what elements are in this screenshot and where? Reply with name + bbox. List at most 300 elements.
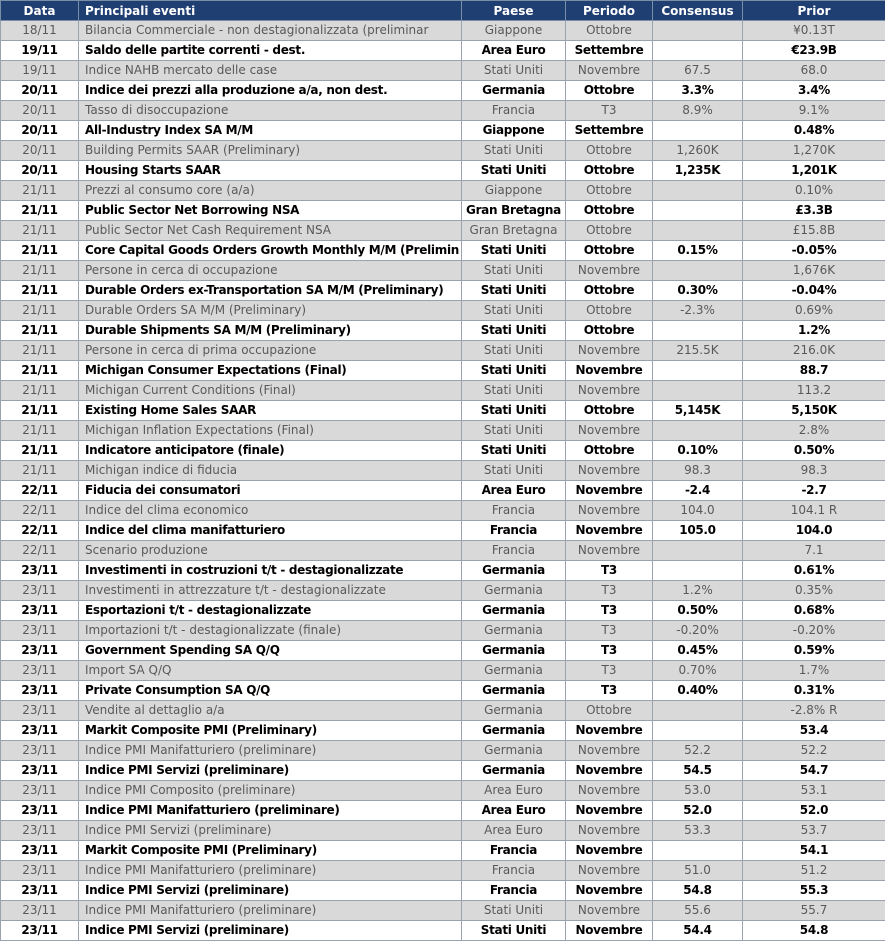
cell-event: Durable Orders SA M/M (Preliminary) bbox=[79, 301, 462, 321]
cell-consensus: -2.3% bbox=[653, 301, 743, 321]
cell-country: Stati Uniti bbox=[462, 421, 566, 441]
cell-period: Ottobre bbox=[566, 81, 653, 101]
table-row bbox=[1, 401, 885, 421]
table-row bbox=[1, 301, 885, 321]
cell-prior: 1,201K bbox=[743, 161, 885, 181]
cell-prior: 7.1 bbox=[743, 541, 885, 561]
cell-date: 21/11 bbox=[1, 261, 79, 281]
cell-prior: 52.0 bbox=[743, 801, 885, 821]
table-row bbox=[1, 641, 885, 661]
table-row bbox=[1, 241, 885, 261]
cell-event: Indice PMI Composito (preliminare) bbox=[79, 781, 462, 801]
cell-prior: 51.2 bbox=[743, 861, 885, 881]
cell-prior: 53.1 bbox=[743, 781, 885, 801]
cell-consensus bbox=[653, 41, 743, 61]
cell-date: 21/11 bbox=[1, 361, 79, 381]
cell-country: Stati Uniti bbox=[462, 321, 566, 341]
cell-event: Indice del clima manifatturiero bbox=[79, 521, 462, 541]
cell-prior: 2.8% bbox=[743, 421, 885, 441]
cell-period: T3 bbox=[566, 581, 653, 601]
cell-country: Stati Uniti bbox=[462, 161, 566, 181]
cell-date: 21/11 bbox=[1, 461, 79, 481]
cell-prior: -0.04% bbox=[743, 281, 885, 301]
cell-consensus bbox=[653, 261, 743, 281]
cell-event: Persone in cerca di prima occupazione bbox=[79, 341, 462, 361]
cell-country: Stati Uniti bbox=[462, 261, 566, 281]
cell-country: Germania bbox=[462, 661, 566, 681]
cell-date: 18/11 bbox=[1, 21, 79, 41]
cell-country: Francia bbox=[462, 101, 566, 121]
cell-event: Michigan indice di fiducia bbox=[79, 461, 462, 481]
cell-event: Durable Shipments SA M/M (Preliminary) bbox=[79, 321, 462, 341]
cell-period: Novembre bbox=[566, 521, 653, 541]
cell-prior: 54.8 bbox=[743, 921, 885, 941]
cell-period: Novembre bbox=[566, 741, 653, 761]
cell-period: Novembre bbox=[566, 421, 653, 441]
cell-consensus: 0.50% bbox=[653, 601, 743, 621]
cell-consensus: 53.0 bbox=[653, 781, 743, 801]
cell-event: Government Spending SA Q/Q bbox=[79, 641, 462, 661]
table-row bbox=[1, 581, 885, 601]
header-prior[interactable]: Prior bbox=[743, 1, 885, 21]
cell-country: Stati Uniti bbox=[462, 441, 566, 461]
cell-period: Novembre bbox=[566, 821, 653, 841]
cell-event: Michigan Inflation Expectations (Final) bbox=[79, 421, 462, 441]
cell-country: Stati Uniti bbox=[462, 381, 566, 401]
cell-country: Germania bbox=[462, 81, 566, 101]
cell-period: T3 bbox=[566, 641, 653, 661]
cell-prior: 0.69% bbox=[743, 301, 885, 321]
table-row bbox=[1, 381, 885, 401]
cell-date: 21/11 bbox=[1, 301, 79, 321]
cell-event: Indice PMI Manifatturiero (preliminare) bbox=[79, 861, 462, 881]
cell-period: Novembre bbox=[566, 541, 653, 561]
cell-country: Germania bbox=[462, 681, 566, 701]
cell-consensus bbox=[653, 121, 743, 141]
header-country[interactable]: Paese bbox=[462, 1, 566, 21]
cell-period: Ottobre bbox=[566, 241, 653, 261]
cell-period: Ottobre bbox=[566, 701, 653, 721]
cell-event: Scenario produzione bbox=[79, 541, 462, 561]
cell-period: Settembre bbox=[566, 41, 653, 61]
cell-period: Ottobre bbox=[566, 221, 653, 241]
cell-event: Markit Composite PMI (Preliminary) bbox=[79, 721, 462, 741]
header-row bbox=[1, 1, 885, 21]
cell-date: 21/11 bbox=[1, 181, 79, 201]
cell-prior: 216.0K bbox=[743, 341, 885, 361]
cell-period: Settembre bbox=[566, 121, 653, 141]
cell-event: Esportazioni t/t - destagionalizzate bbox=[79, 601, 462, 621]
cell-event: Indice del clima economico bbox=[79, 501, 462, 521]
cell-date: 23/11 bbox=[1, 901, 79, 921]
cell-country: Stati Uniti bbox=[462, 901, 566, 921]
cell-event: Vendite al dettaglio a/a bbox=[79, 701, 462, 721]
cell-event: Existing Home Sales SAAR bbox=[79, 401, 462, 421]
cell-event: Indice dei prezzi alla produzione a/a, non dest. bbox=[79, 81, 462, 101]
cell-country: Germania bbox=[462, 701, 566, 721]
cell-event: Tasso di disoccupazione bbox=[79, 101, 462, 121]
cell-date: 23/11 bbox=[1, 581, 79, 601]
cell-date: 21/11 bbox=[1, 341, 79, 361]
cell-consensus: 215.5K bbox=[653, 341, 743, 361]
cell-consensus bbox=[653, 841, 743, 861]
cell-consensus: 0.15% bbox=[653, 241, 743, 261]
cell-prior: 0.48% bbox=[743, 121, 885, 141]
cell-period: T3 bbox=[566, 621, 653, 641]
cell-prior: 1,270K bbox=[743, 141, 885, 161]
cell-period: Ottobre bbox=[566, 281, 653, 301]
table-row bbox=[1, 261, 885, 281]
cell-consensus: -2.4 bbox=[653, 481, 743, 501]
cell-consensus: 3.3% bbox=[653, 81, 743, 101]
cell-date: 21/11 bbox=[1, 321, 79, 341]
cell-country: Germania bbox=[462, 621, 566, 641]
cell-prior: 0.50% bbox=[743, 441, 885, 461]
cell-event: Indice PMI Servizi (preliminare) bbox=[79, 761, 462, 781]
cell-period: Ottobre bbox=[566, 201, 653, 221]
cell-period: Novembre bbox=[566, 761, 653, 781]
cell-period: Novembre bbox=[566, 721, 653, 741]
table-row bbox=[1, 741, 885, 761]
cell-consensus bbox=[653, 721, 743, 741]
table-row bbox=[1, 781, 885, 801]
cell-date: 23/11 bbox=[1, 641, 79, 661]
cell-period: Novembre bbox=[566, 501, 653, 521]
cell-prior: 98.3 bbox=[743, 461, 885, 481]
cell-consensus: 1.2% bbox=[653, 581, 743, 601]
cell-period: Novembre bbox=[566, 861, 653, 881]
cell-event: Private Consumption SA Q/Q bbox=[79, 681, 462, 701]
cell-consensus: 1,260K bbox=[653, 141, 743, 161]
cell-event: Core Capital Goods Orders Growth Monthly M/M (Prelimin bbox=[79, 241, 462, 261]
table-row bbox=[1, 761, 885, 781]
cell-event: Housing Starts SAAR bbox=[79, 161, 462, 181]
cell-prior: -0.05% bbox=[743, 241, 885, 261]
cell-country: Francia bbox=[462, 861, 566, 881]
cell-consensus: 0.30% bbox=[653, 281, 743, 301]
cell-country: Giappone bbox=[462, 121, 566, 141]
cell-date: 23/11 bbox=[1, 801, 79, 821]
cell-country: Germania bbox=[462, 721, 566, 741]
cell-consensus: 54.4 bbox=[653, 921, 743, 941]
cell-date: 20/11 bbox=[1, 161, 79, 181]
cell-prior: 104.1 R bbox=[743, 501, 885, 521]
cell-country: Stati Uniti bbox=[462, 281, 566, 301]
cell-country: Germania bbox=[462, 581, 566, 601]
cell-period: T3 bbox=[566, 681, 653, 701]
cell-country: Germania bbox=[462, 561, 566, 581]
cell-country: Stati Uniti bbox=[462, 141, 566, 161]
table-row bbox=[1, 181, 885, 201]
cell-date: 20/11 bbox=[1, 141, 79, 161]
cell-country: Gran Bretagna bbox=[462, 201, 566, 221]
cell-period: Novembre bbox=[566, 361, 653, 381]
cell-date: 23/11 bbox=[1, 661, 79, 681]
cell-consensus bbox=[653, 201, 743, 221]
cell-event: Bilancia Commerciale - non destagionalizzata (preliminar bbox=[79, 21, 462, 41]
cell-prior: 0.31% bbox=[743, 681, 885, 701]
table-row bbox=[1, 541, 885, 561]
cell-period: T3 bbox=[566, 661, 653, 681]
cell-consensus: 55.6 bbox=[653, 901, 743, 921]
cell-country: Francia bbox=[462, 521, 566, 541]
cell-event: Persone in cerca di occupazione bbox=[79, 261, 462, 281]
cell-period: Ottobre bbox=[566, 141, 653, 161]
table-row bbox=[1, 21, 885, 41]
cell-consensus: 0.70% bbox=[653, 661, 743, 681]
cell-date: 23/11 bbox=[1, 701, 79, 721]
cell-consensus: 54.5 bbox=[653, 761, 743, 781]
cell-prior: 52.2 bbox=[743, 741, 885, 761]
header-date[interactable]: Data bbox=[1, 1, 79, 21]
cell-prior: £15.8B bbox=[743, 221, 885, 241]
cell-prior: 113.2 bbox=[743, 381, 885, 401]
header-event[interactable]: Principali eventi bbox=[79, 1, 462, 21]
table-row bbox=[1, 221, 885, 241]
cell-period: Novembre bbox=[566, 261, 653, 281]
cell-prior: 88.7 bbox=[743, 361, 885, 381]
cell-consensus bbox=[653, 361, 743, 381]
cell-country: Area Euro bbox=[462, 781, 566, 801]
table-row bbox=[1, 201, 885, 221]
cell-prior: 1,676K bbox=[743, 261, 885, 281]
table-row bbox=[1, 421, 885, 441]
cell-event: All-Industry Index SA M/M bbox=[79, 121, 462, 141]
cell-date: 23/11 bbox=[1, 921, 79, 941]
cell-country: Stati Uniti bbox=[462, 301, 566, 321]
cell-consensus: 51.0 bbox=[653, 861, 743, 881]
cell-date: 21/11 bbox=[1, 421, 79, 441]
cell-prior: 5,150K bbox=[743, 401, 885, 421]
table-row bbox=[1, 141, 885, 161]
table-row bbox=[1, 501, 885, 521]
cell-date: 23/11 bbox=[1, 601, 79, 621]
cell-prior: 1.7% bbox=[743, 661, 885, 681]
cell-prior: 53.4 bbox=[743, 721, 885, 741]
cell-period: Novembre bbox=[566, 901, 653, 921]
cell-event: Investimenti in costruzioni t/t - destagionalizzate bbox=[79, 561, 462, 581]
cell-consensus bbox=[653, 561, 743, 581]
cell-period: T3 bbox=[566, 601, 653, 621]
cell-date: 23/11 bbox=[1, 721, 79, 741]
cell-date: 22/11 bbox=[1, 521, 79, 541]
table-row bbox=[1, 161, 885, 181]
cell-consensus: 0.10% bbox=[653, 441, 743, 461]
table-row bbox=[1, 661, 885, 681]
cell-country: Stati Uniti bbox=[462, 461, 566, 481]
cell-prior: 9.1% bbox=[743, 101, 885, 121]
cell-period: T3 bbox=[566, 561, 653, 581]
cell-consensus: 105.0 bbox=[653, 521, 743, 541]
cell-consensus bbox=[653, 381, 743, 401]
cell-consensus: 53.3 bbox=[653, 821, 743, 841]
cell-event: Durable Orders ex-Transportation SA M/M (Preliminary) bbox=[79, 281, 462, 301]
cell-consensus: 1,235K bbox=[653, 161, 743, 181]
table-row bbox=[1, 121, 885, 141]
cell-consensus: 104.0 bbox=[653, 501, 743, 521]
cell-country: Area Euro bbox=[462, 801, 566, 821]
cell-date: 21/11 bbox=[1, 381, 79, 401]
cell-event: Michigan Consumer Expectations (Final) bbox=[79, 361, 462, 381]
cell-period: Novembre bbox=[566, 461, 653, 481]
cell-date: 23/11 bbox=[1, 841, 79, 861]
cell-prior: 0.35% bbox=[743, 581, 885, 601]
table-row bbox=[1, 561, 885, 581]
cell-prior: 54.1 bbox=[743, 841, 885, 861]
cell-consensus: 8.9% bbox=[653, 101, 743, 121]
cell-country: Area Euro bbox=[462, 481, 566, 501]
cell-date: 21/11 bbox=[1, 221, 79, 241]
cell-date: 21/11 bbox=[1, 401, 79, 421]
cell-date: 21/11 bbox=[1, 441, 79, 461]
cell-event: Saldo delle partite correnti - dest. bbox=[79, 41, 462, 61]
table-row bbox=[1, 481, 885, 501]
cell-consensus bbox=[653, 21, 743, 41]
cell-period: Novembre bbox=[566, 61, 653, 81]
cell-date: 19/11 bbox=[1, 61, 79, 81]
cell-country: Stati Uniti bbox=[462, 921, 566, 941]
cell-event: Public Sector Net Borrowing NSA bbox=[79, 201, 462, 221]
cell-event: Indice PMI Servizi (preliminare) bbox=[79, 921, 462, 941]
cell-event: Building Permits SAAR (Preliminary) bbox=[79, 141, 462, 161]
cell-country: Stati Uniti bbox=[462, 401, 566, 421]
cell-event: Indice PMI Manifatturiero (preliminare) bbox=[79, 741, 462, 761]
table-row bbox=[1, 81, 885, 101]
cell-prior: £3.3B bbox=[743, 201, 885, 221]
cell-consensus: 0.45% bbox=[653, 641, 743, 661]
header-consensus[interactable]: Consensus bbox=[653, 1, 743, 21]
table-row bbox=[1, 921, 885, 941]
cell-period: Ottobre bbox=[566, 401, 653, 421]
cell-period: Ottobre bbox=[566, 301, 653, 321]
table-row bbox=[1, 41, 885, 61]
header-period[interactable]: Periodo bbox=[566, 1, 653, 21]
cell-prior: 55.3 bbox=[743, 881, 885, 901]
table-row bbox=[1, 281, 885, 301]
cell-prior: 54.7 bbox=[743, 761, 885, 781]
cell-date: 23/11 bbox=[1, 881, 79, 901]
cell-date: 22/11 bbox=[1, 501, 79, 521]
cell-country: Stati Uniti bbox=[462, 341, 566, 361]
cell-period: Ottobre bbox=[566, 181, 653, 201]
table-row bbox=[1, 861, 885, 881]
cell-country: Stati Uniti bbox=[462, 361, 566, 381]
cell-consensus: 52.2 bbox=[653, 741, 743, 761]
cell-prior: -2.7 bbox=[743, 481, 885, 501]
cell-event: Prezzi al consumo core (a/a) bbox=[79, 181, 462, 201]
cell-date: 23/11 bbox=[1, 741, 79, 761]
table-row bbox=[1, 61, 885, 81]
cell-consensus: 67.5 bbox=[653, 61, 743, 81]
cell-prior: -0.20% bbox=[743, 621, 885, 641]
cell-date: 23/11 bbox=[1, 781, 79, 801]
cell-event: Indice PMI Servizi (preliminare) bbox=[79, 881, 462, 901]
cell-period: Ottobre bbox=[566, 321, 653, 341]
cell-date: 22/11 bbox=[1, 541, 79, 561]
table-row bbox=[1, 321, 885, 341]
cell-country: Francia bbox=[462, 841, 566, 861]
cell-event: Indice NAHB mercato delle case bbox=[79, 61, 462, 81]
table-row bbox=[1, 361, 885, 381]
table-row bbox=[1, 721, 885, 741]
cell-period: Novembre bbox=[566, 341, 653, 361]
cell-event: Michigan Current Conditions (Final) bbox=[79, 381, 462, 401]
cell-event: Importazioni t/t - destagionalizzate (finale) bbox=[79, 621, 462, 641]
table-row bbox=[1, 341, 885, 361]
table-row bbox=[1, 621, 885, 641]
cell-country: Giappone bbox=[462, 181, 566, 201]
cell-period: Novembre bbox=[566, 881, 653, 901]
cell-country: Germania bbox=[462, 741, 566, 761]
cell-country: Giappone bbox=[462, 21, 566, 41]
cell-date: 23/11 bbox=[1, 861, 79, 881]
table-row bbox=[1, 801, 885, 821]
cell-country: Germania bbox=[462, 601, 566, 621]
cell-period: Novembre bbox=[566, 801, 653, 821]
cell-date: 20/11 bbox=[1, 101, 79, 121]
cell-consensus: 98.3 bbox=[653, 461, 743, 481]
cell-event: Indicatore anticipatore (finale) bbox=[79, 441, 462, 461]
cell-date: 23/11 bbox=[1, 621, 79, 641]
cell-period: Novembre bbox=[566, 381, 653, 401]
cell-prior: ¥0.13T bbox=[743, 21, 885, 41]
cell-country: Gran Bretagna bbox=[462, 221, 566, 241]
cell-consensus bbox=[653, 421, 743, 441]
cell-event: Import SA Q/Q bbox=[79, 661, 462, 681]
cell-prior: 0.68% bbox=[743, 601, 885, 621]
cell-period: Ottobre bbox=[566, 21, 653, 41]
cell-consensus bbox=[653, 221, 743, 241]
cell-event: Public Sector Net Cash Requirement NSA bbox=[79, 221, 462, 241]
cell-country: Germania bbox=[462, 641, 566, 661]
table-row bbox=[1, 901, 885, 921]
cell-prior: 55.7 bbox=[743, 901, 885, 921]
table-row bbox=[1, 701, 885, 721]
cell-consensus: 0.40% bbox=[653, 681, 743, 701]
cell-country: Stati Uniti bbox=[462, 241, 566, 261]
cell-prior: 53.7 bbox=[743, 821, 885, 841]
cell-country: Francia bbox=[462, 541, 566, 561]
cell-period: Novembre bbox=[566, 921, 653, 941]
cell-prior: -2.8% R bbox=[743, 701, 885, 721]
cell-consensus: 54.8 bbox=[653, 881, 743, 901]
cell-event: Investimenti in attrezzature t/t - destagionalizzate bbox=[79, 581, 462, 601]
cell-event: Markit Composite PMI (Preliminary) bbox=[79, 841, 462, 861]
events-table-body bbox=[1, 21, 885, 941]
cell-date: 23/11 bbox=[1, 681, 79, 701]
table-row bbox=[1, 681, 885, 701]
cell-country: Francia bbox=[462, 881, 566, 901]
table-row bbox=[1, 821, 885, 841]
cell-period: Ottobre bbox=[566, 441, 653, 461]
cell-event: Indice PMI Servizi (preliminare) bbox=[79, 821, 462, 841]
cell-date: 19/11 bbox=[1, 41, 79, 61]
cell-event: Indice PMI Manifatturiero (preliminare) bbox=[79, 801, 462, 821]
cell-event: Indice PMI Manifatturiero (preliminare) bbox=[79, 901, 462, 921]
table-row bbox=[1, 521, 885, 541]
cell-consensus: 5,145K bbox=[653, 401, 743, 421]
cell-country: Area Euro bbox=[462, 41, 566, 61]
cell-country: Area Euro bbox=[462, 821, 566, 841]
cell-prior: €23.9B bbox=[743, 41, 885, 61]
cell-period: T3 bbox=[566, 101, 653, 121]
cell-date: 20/11 bbox=[1, 121, 79, 141]
cell-prior: 3.4% bbox=[743, 81, 885, 101]
cell-country: Francia bbox=[462, 501, 566, 521]
table-row bbox=[1, 841, 885, 861]
cell-date: 20/11 bbox=[1, 81, 79, 101]
cell-date: 23/11 bbox=[1, 561, 79, 581]
